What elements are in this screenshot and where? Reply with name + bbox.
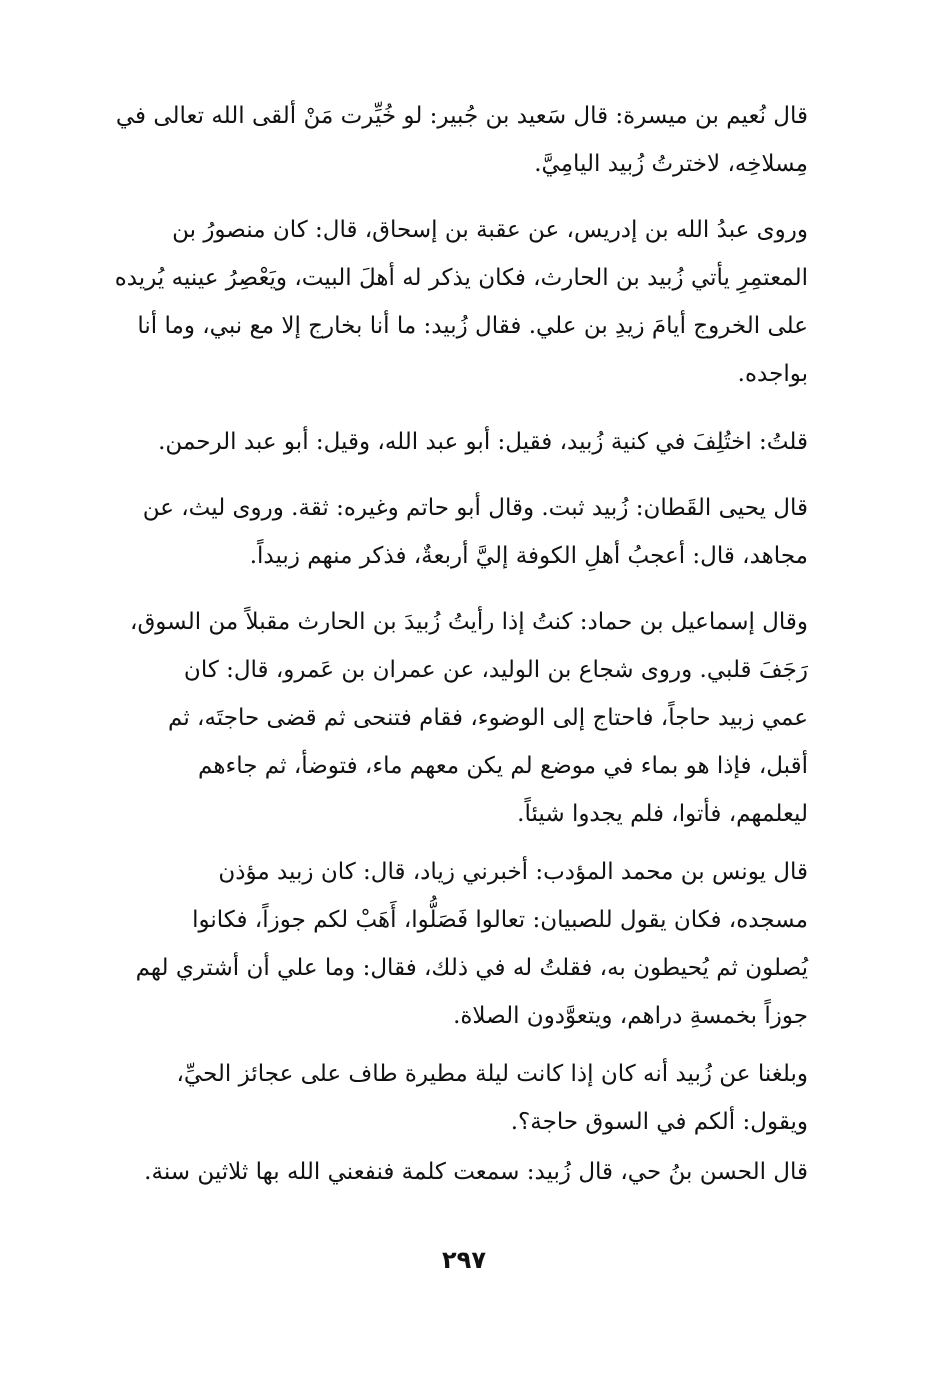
text-line: مجاهد، قال: أعجبُ أهلِ الكوفة إليَّ أربعةٌ، فذكر منهم زبيداً.	[249, 543, 808, 569]
text-line: ليعلمهم، فأتوا، فلم يجدوا شيئاً.	[517, 801, 808, 827]
text-line: يُصلون ثم يُحيطون به، فقلتُ له في ذلك، فقال: وما علي أن أشتري لهم	[135, 955, 808, 981]
paragraph	[118, 598, 808, 838]
paragraph	[118, 1050, 808, 1146]
page-body	[114, 92, 808, 1216]
text-line: رَجَفَ قلبي. وروى شجاع بن الوليد، عن عمران بن عَمرو، قال: كان	[183, 657, 808, 683]
text-line: وقال إسماعيل بن حماد: كنتُ إذا رأيتُ زُبيدَ بن الحارث مقبلاً من السوق،	[130, 609, 808, 635]
text-line: قال يحيى القَطان: زُبيد ثبت. وقال أبو حاتم وغيره: ثقة. وروى ليث، عن	[142, 495, 808, 521]
text-line: مِسلاخِه، لاخترتُ زُبيد اليامِيَّ.	[534, 151, 808, 177]
text-line: مسجده، فكان يقول للصبيان: تعالوا فَصَلُّوا، أَهَبْ لكم جوزاً، فكانوا	[192, 907, 808, 933]
paragraph	[118, 1148, 808, 1196]
text-line: وبلغنا عن زُبيد أنه كان إذا كانت ليلة مطيرة طاف على عجائز الحيِّ،	[176, 1061, 808, 1087]
text-line: بواجده.	[737, 361, 808, 387]
text-line: وروى عبدُ الله بن إدريس، عن عقبة بن إسحاق، قال: كان منصورُ بن	[172, 217, 808, 243]
page-number: ٢٩٧	[442, 1246, 486, 1274]
text-line: قال نُعيم بن ميسرة: قال سَعيد بن جُبير: لو خُيِّرت مَنْ ألقى الله تعالى في	[115, 103, 808, 129]
text-line: على الخروج أيامَ زيدِ بن علي. فقال زُبيد: ما أنا بخارج إلا مع نبي، وما أنا	[137, 313, 808, 339]
text-line: المعتمِرِ يأتي زُبيد بن الحارث، فكان يذكر له أهلَ البيت، ويَعْصِرُ عينيه يُريده	[114, 265, 808, 291]
paragraph	[118, 418, 808, 466]
text-line: أقبل، فإذا هو بماء في موضع لم يكن معهم ماء، فتوضأ، ثم جاءهم	[198, 753, 808, 779]
text-line: قلتُ: اختُلِفَ في كنية زُبيد، فقيل: أبو عبد الله، وقيل: أبو عبد الرحمن.	[158, 429, 808, 455]
paragraph	[115, 92, 808, 188]
paragraph	[118, 484, 808, 580]
paragraph	[114, 206, 808, 398]
paragraph	[118, 848, 808, 1040]
text-line: قال الحسن بنُ حي، قال زُبيد: سمعت كلمة فنفعني الله بها ثلاثين سنة.	[144, 1159, 808, 1185]
text-line: جوزاً بخمسةِ دراهم، ويتعوَّدون الصلاة.	[453, 1003, 808, 1029]
text-line: عمي زبيد حاجاً، فاحتاج إلى الوضوء، فقام فتنحى ثم قضى حاجتَه، ثم	[168, 705, 808, 731]
text-line: قال يونس بن محمد المؤدب: أخبرني زياد، قال: كان زبيد مؤذن	[218, 859, 808, 885]
text-line: ويقول: ألكم في السوق حاجة؟.	[510, 1109, 808, 1135]
